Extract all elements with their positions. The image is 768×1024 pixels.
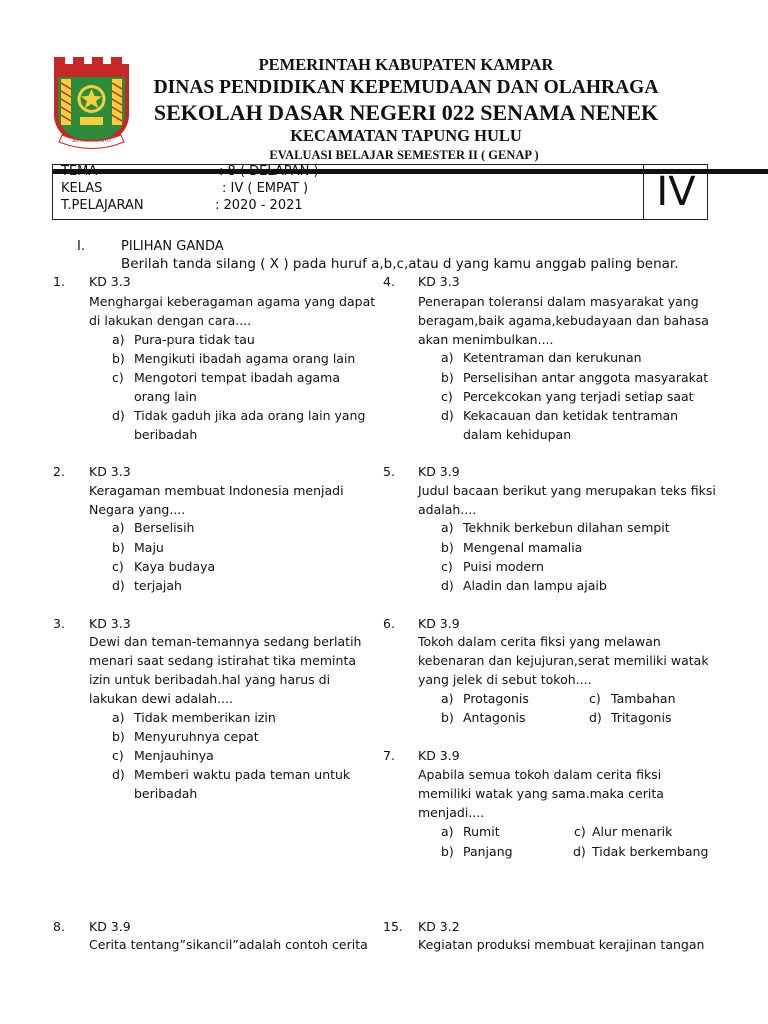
option-letter: a) — [112, 332, 125, 347]
option-letter: a) — [441, 824, 454, 839]
option-letter: d) — [589, 710, 602, 725]
option-text: Tidak gaduh jika ada orang lain yang — [134, 408, 366, 423]
question-number: 8. — [53, 919, 65, 934]
option-text: Perselisihan antar anggota masyarakat — [463, 370, 709, 385]
section-number: I. — [77, 239, 85, 254]
option-text: Menjauhinya — [134, 748, 214, 763]
question-stem: Menghargai keberagaman agama yang dapat — [89, 294, 376, 309]
option-text: Tambahan — [611, 691, 676, 706]
option-text: Ketentraman dan kerukunan — [463, 350, 642, 365]
header-government: PEMERINTAH KABUPATEN KAMPAR — [258, 55, 554, 74]
header-district: KECAMATAN TAPUNG HULU — [290, 126, 522, 145]
option-text: Puisi modern — [463, 559, 544, 574]
option-letter: a) — [441, 520, 454, 535]
option-letter: c) — [441, 559, 453, 574]
question-kd: KD 3.9 — [418, 464, 460, 479]
option-letter: b) — [112, 351, 125, 366]
option-letter: c) — [589, 691, 601, 706]
question-stem: adalah.... — [418, 502, 477, 517]
option-letter: d) — [573, 844, 586, 859]
option-letter: c) — [441, 389, 453, 404]
option-letter: d) — [441, 578, 454, 593]
option-text: Menyuruhnya cepat — [134, 729, 259, 744]
question-stem: yang jelek di sebut tokoh.... — [418, 672, 592, 687]
question-stem: lakukan dewi adalah.... — [89, 691, 233, 706]
option-text: Tidak berkembang — [592, 844, 709, 859]
question-kd: KD 3.2 — [418, 919, 460, 934]
question-kd: KD 3.3 — [418, 274, 460, 289]
option-text: Pura-pura tidak tau — [134, 332, 255, 347]
option-text: Panjang — [463, 844, 513, 859]
question-kd: KD 3.9 — [89, 919, 131, 934]
option-letter: a) — [112, 710, 125, 725]
option-text: Tekhnik berkebun dilahan sempit — [463, 520, 670, 535]
option-text: Kekacauan dan ketidak tentraman — [463, 408, 679, 423]
option-letter: c) — [112, 748, 124, 763]
grade-box: IV — [656, 169, 696, 215]
header-department: DINAS PENDIDIKAN KEPEMUDAAN DAN OLAHRAGA — [153, 77, 659, 98]
kelas-value: : IV ( EMPAT ) — [222, 181, 309, 196]
option-text: Tidak memberikan izin — [134, 710, 276, 725]
option-letter: a) — [441, 350, 454, 365]
question-kd: KD 3.3 — [89, 616, 131, 631]
svg-text:BERTEH ANANTO: BERTEH ANANTO — [72, 139, 111, 144]
question-stem: Apabila semua tokoh dalam cerita fiksi — [418, 767, 662, 782]
option-letter: c) — [112, 370, 124, 385]
question-stem: Penerapan toleransi dalam masyarakat yang — [418, 294, 699, 309]
option-text: Berselisih — [134, 520, 195, 535]
question-kd: KD 3.3 — [89, 464, 131, 479]
question-stem: Negara yang.... — [89, 502, 186, 517]
question-stem: menari saat sedang istirahat tika meminta — [89, 653, 357, 668]
question-stem: beragam,baik agama,kebudayaan dan bahasa — [418, 313, 709, 328]
kelas-label: KELAS — [61, 181, 103, 196]
option-text: Protagonis — [463, 691, 529, 706]
header-school-name: SEKOLAH DASAR NEGERI 022 SENAMA NENEK — [153, 100, 659, 125]
option-letter: b) — [112, 540, 125, 555]
question-number: 15. — [383, 919, 403, 934]
option-text: Mengenal mamalia — [463, 540, 583, 555]
question-number: 1. — [53, 274, 65, 289]
option-letter: b) — [441, 540, 454, 555]
option-text: beribadah — [134, 427, 198, 442]
option-text: Percekcokan yang terjadi setiap saat — [463, 389, 694, 404]
option-letter: c) — [112, 559, 124, 574]
option-text: Rumit — [463, 824, 500, 839]
option-letter: c) — [574, 824, 586, 839]
header-exam-title: EVALUASI BELAJAR SEMESTER II ( GENAP ) — [269, 148, 539, 162]
option-text: Mengikuti ibadah agama orang lain — [134, 351, 356, 366]
option-text: Tritagonis — [611, 710, 672, 725]
option-letter: d) — [112, 578, 125, 593]
option-letter: d) — [441, 408, 454, 423]
question-stem: kebenaran dan kejujuran,serat memiliki watak — [418, 653, 709, 668]
option-text: terjajah — [134, 578, 182, 593]
option-text: Antagonis — [463, 710, 526, 725]
question-number: 2. — [53, 464, 65, 479]
question-kd: KD 3.9 — [418, 748, 460, 763]
question-stem: Dewi dan teman-temannya sedang berlatih — [89, 634, 362, 649]
question-kd: KD 3.9 — [418, 616, 460, 631]
question-stem: memiliki watak yang sama.maka cerita — [418, 786, 664, 801]
option-letter: b) — [441, 844, 454, 859]
question-kd: KD 3.3 — [89, 274, 131, 289]
tahun-pelajaran-label: T.PELAJARAN — [61, 198, 144, 213]
option-text: beribadah — [134, 786, 198, 801]
option-text: Alur menarik — [592, 824, 673, 839]
option-text: Aladin dan lampu ajaib — [463, 578, 607, 593]
question-stem: akan menimbulkan.... — [418, 332, 554, 347]
option-text: dalam kehidupan — [463, 427, 572, 442]
section-instruction: Berilah tanda silang ( X ) pada huruf a,b,c,atau d yang kamu anggab paling benar. — [121, 256, 679, 272]
question-stem: Keragaman membuat Indonesia menjadi — [89, 483, 344, 498]
question-stem: Judul bacaan berikut yang merupakan teks fiksi — [418, 483, 716, 498]
section-title: PILIHAN GANDA — [121, 239, 224, 254]
option-letter: b) — [441, 370, 454, 385]
option-letter: a) — [112, 520, 125, 535]
option-letter: a) — [441, 691, 454, 706]
question-stem: menjadi.... — [418, 805, 485, 820]
question-stem: Cerita tentang”sikancil”adalah contoh cerita — [89, 937, 368, 952]
option-letter: d) — [112, 408, 125, 423]
option-letter: b) — [441, 710, 454, 725]
question-number: 3. — [53, 616, 65, 631]
option-text: Memberi waktu pada teman untuk — [134, 767, 351, 782]
option-text: Mengotori tempat ibadah agama — [134, 370, 340, 385]
option-letter: d) — [112, 767, 125, 782]
question-stem: di lakukan dengan cara.... — [89, 313, 252, 328]
option-text: Maju — [134, 540, 164, 555]
question-stem: Kegiatan produksi membuat kerajinan tangan — [418, 937, 705, 952]
question-number: 7. — [383, 748, 395, 763]
tahun-pelajaran-value: : 2020 - 2021 — [215, 198, 303, 213]
option-text: orang lain — [134, 389, 197, 404]
question-number: 4. — [383, 274, 395, 289]
question-number: 5. — [383, 464, 395, 479]
option-letter: b) — [112, 729, 125, 744]
option-text: Kaya budaya — [134, 559, 216, 574]
question-stem: izin untuk beribadah.hal yang harus di — [89, 672, 331, 687]
question-stem: Tokoh dalam cerita fiksi yang melawan — [418, 634, 661, 649]
question-number: 6. — [383, 616, 395, 631]
